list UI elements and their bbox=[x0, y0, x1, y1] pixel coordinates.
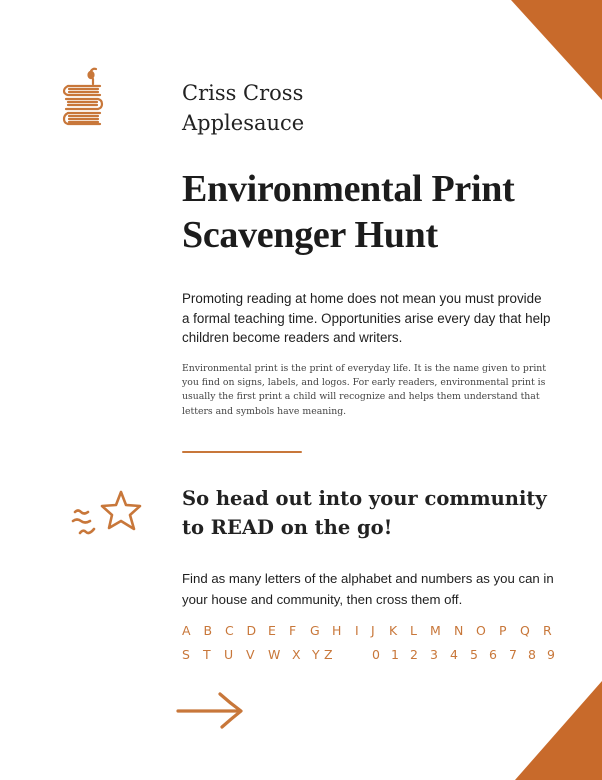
description-line4: letters and symbols have meaning. bbox=[182, 405, 347, 417]
arrow-right-icon bbox=[174, 690, 246, 730]
description-line2: you find on signs, labels, and logos. For early readers, environmental print is bbox=[182, 377, 546, 389]
number-item[interactable]: 1 bbox=[391, 647, 399, 662]
letter-item[interactable]: Y bbox=[312, 647, 320, 662]
number-item[interactable]: 0 bbox=[372, 647, 380, 662]
intro-line1: Promoting reading at home does not mean you must provide bbox=[182, 291, 542, 306]
number-item[interactable]: 4 bbox=[450, 647, 458, 662]
letter-item[interactable]: I bbox=[355, 623, 359, 638]
letter-item[interactable]: P bbox=[499, 623, 507, 638]
intro-paragraph bbox=[182, 289, 562, 348]
number-item[interactable]: 6 bbox=[489, 647, 497, 662]
page-title bbox=[182, 166, 514, 258]
letter-item[interactable]: C bbox=[225, 623, 234, 638]
instructions-line2: your house and community, then cross them off. bbox=[182, 591, 463, 607]
alphabet-row-2 bbox=[182, 647, 562, 669]
intro-line3: children become readers and writers. bbox=[182, 330, 403, 345]
number-item[interactable]: 8 bbox=[528, 647, 536, 662]
subhead-line1: So head out into your community bbox=[182, 487, 547, 510]
section-divider bbox=[182, 451, 302, 453]
description-paragraph bbox=[182, 362, 562, 419]
letter-item[interactable]: U bbox=[224, 647, 234, 662]
letter-item[interactable]: Q bbox=[520, 623, 530, 638]
letter-item[interactable]: B bbox=[203, 623, 213, 638]
intro-line2: a formal teaching time. Opportunities arise every day that help bbox=[182, 310, 551, 326]
letter-item[interactable]: Z bbox=[324, 647, 333, 662]
letter-item[interactable]: E bbox=[268, 623, 276, 638]
letter-item[interactable]: T bbox=[203, 647, 211, 662]
letter-item[interactable]: V bbox=[246, 647, 255, 662]
description-line3: usually the first print a child will recognize and helps them understand that bbox=[182, 391, 540, 403]
letter-item[interactable]: O bbox=[476, 623, 486, 638]
letter-item[interactable]: A bbox=[182, 623, 191, 638]
number-item[interactable]: 2 bbox=[410, 647, 418, 662]
letter-item[interactable]: F bbox=[289, 623, 297, 638]
title-line2: Scavenger Hunt bbox=[182, 214, 438, 256]
call-to-action-heading bbox=[182, 484, 572, 542]
number-item[interactable]: 9 bbox=[547, 647, 555, 662]
number-item[interactable]: 5 bbox=[470, 647, 478, 662]
letter-item[interactable]: S bbox=[182, 647, 190, 662]
number-item[interactable]: 3 bbox=[430, 647, 438, 662]
brand-name bbox=[182, 78, 304, 138]
letter-item[interactable]: G bbox=[310, 623, 320, 638]
letter-item[interactable]: H bbox=[332, 623, 342, 638]
letter-item[interactable]: J bbox=[371, 623, 375, 638]
instructions-line1: Find as many letters of the alphabet and numbers as you can in bbox=[182, 571, 554, 586]
brand-name-line2: Applesauce bbox=[182, 111, 305, 135]
letter-item[interactable]: W bbox=[268, 647, 281, 662]
letter-item[interactable]: K bbox=[389, 623, 398, 638]
book-stack-apple-icon bbox=[60, 66, 106, 138]
alphabet-row-1 bbox=[182, 623, 562, 645]
letter-item[interactable]: M bbox=[430, 623, 441, 638]
number-item[interactable]: 7 bbox=[509, 647, 517, 662]
letter-item[interactable]: N bbox=[454, 623, 464, 638]
title-line1: Environmental Print bbox=[182, 168, 515, 210]
instructions-paragraph bbox=[182, 569, 572, 610]
letter-item[interactable]: R bbox=[543, 623, 552, 638]
letter-item[interactable]: L bbox=[410, 623, 417, 638]
shooting-star-icon bbox=[70, 488, 148, 546]
description-line1: Environmental print is the print of everyday life. It is the name given to print bbox=[182, 363, 547, 374]
letter-item[interactable]: D bbox=[246, 623, 257, 638]
brand-name-line1: Criss Cross bbox=[182, 81, 304, 105]
letter-item[interactable]: X bbox=[292, 647, 301, 662]
subhead-line2: to READ on the go! bbox=[182, 516, 393, 539]
